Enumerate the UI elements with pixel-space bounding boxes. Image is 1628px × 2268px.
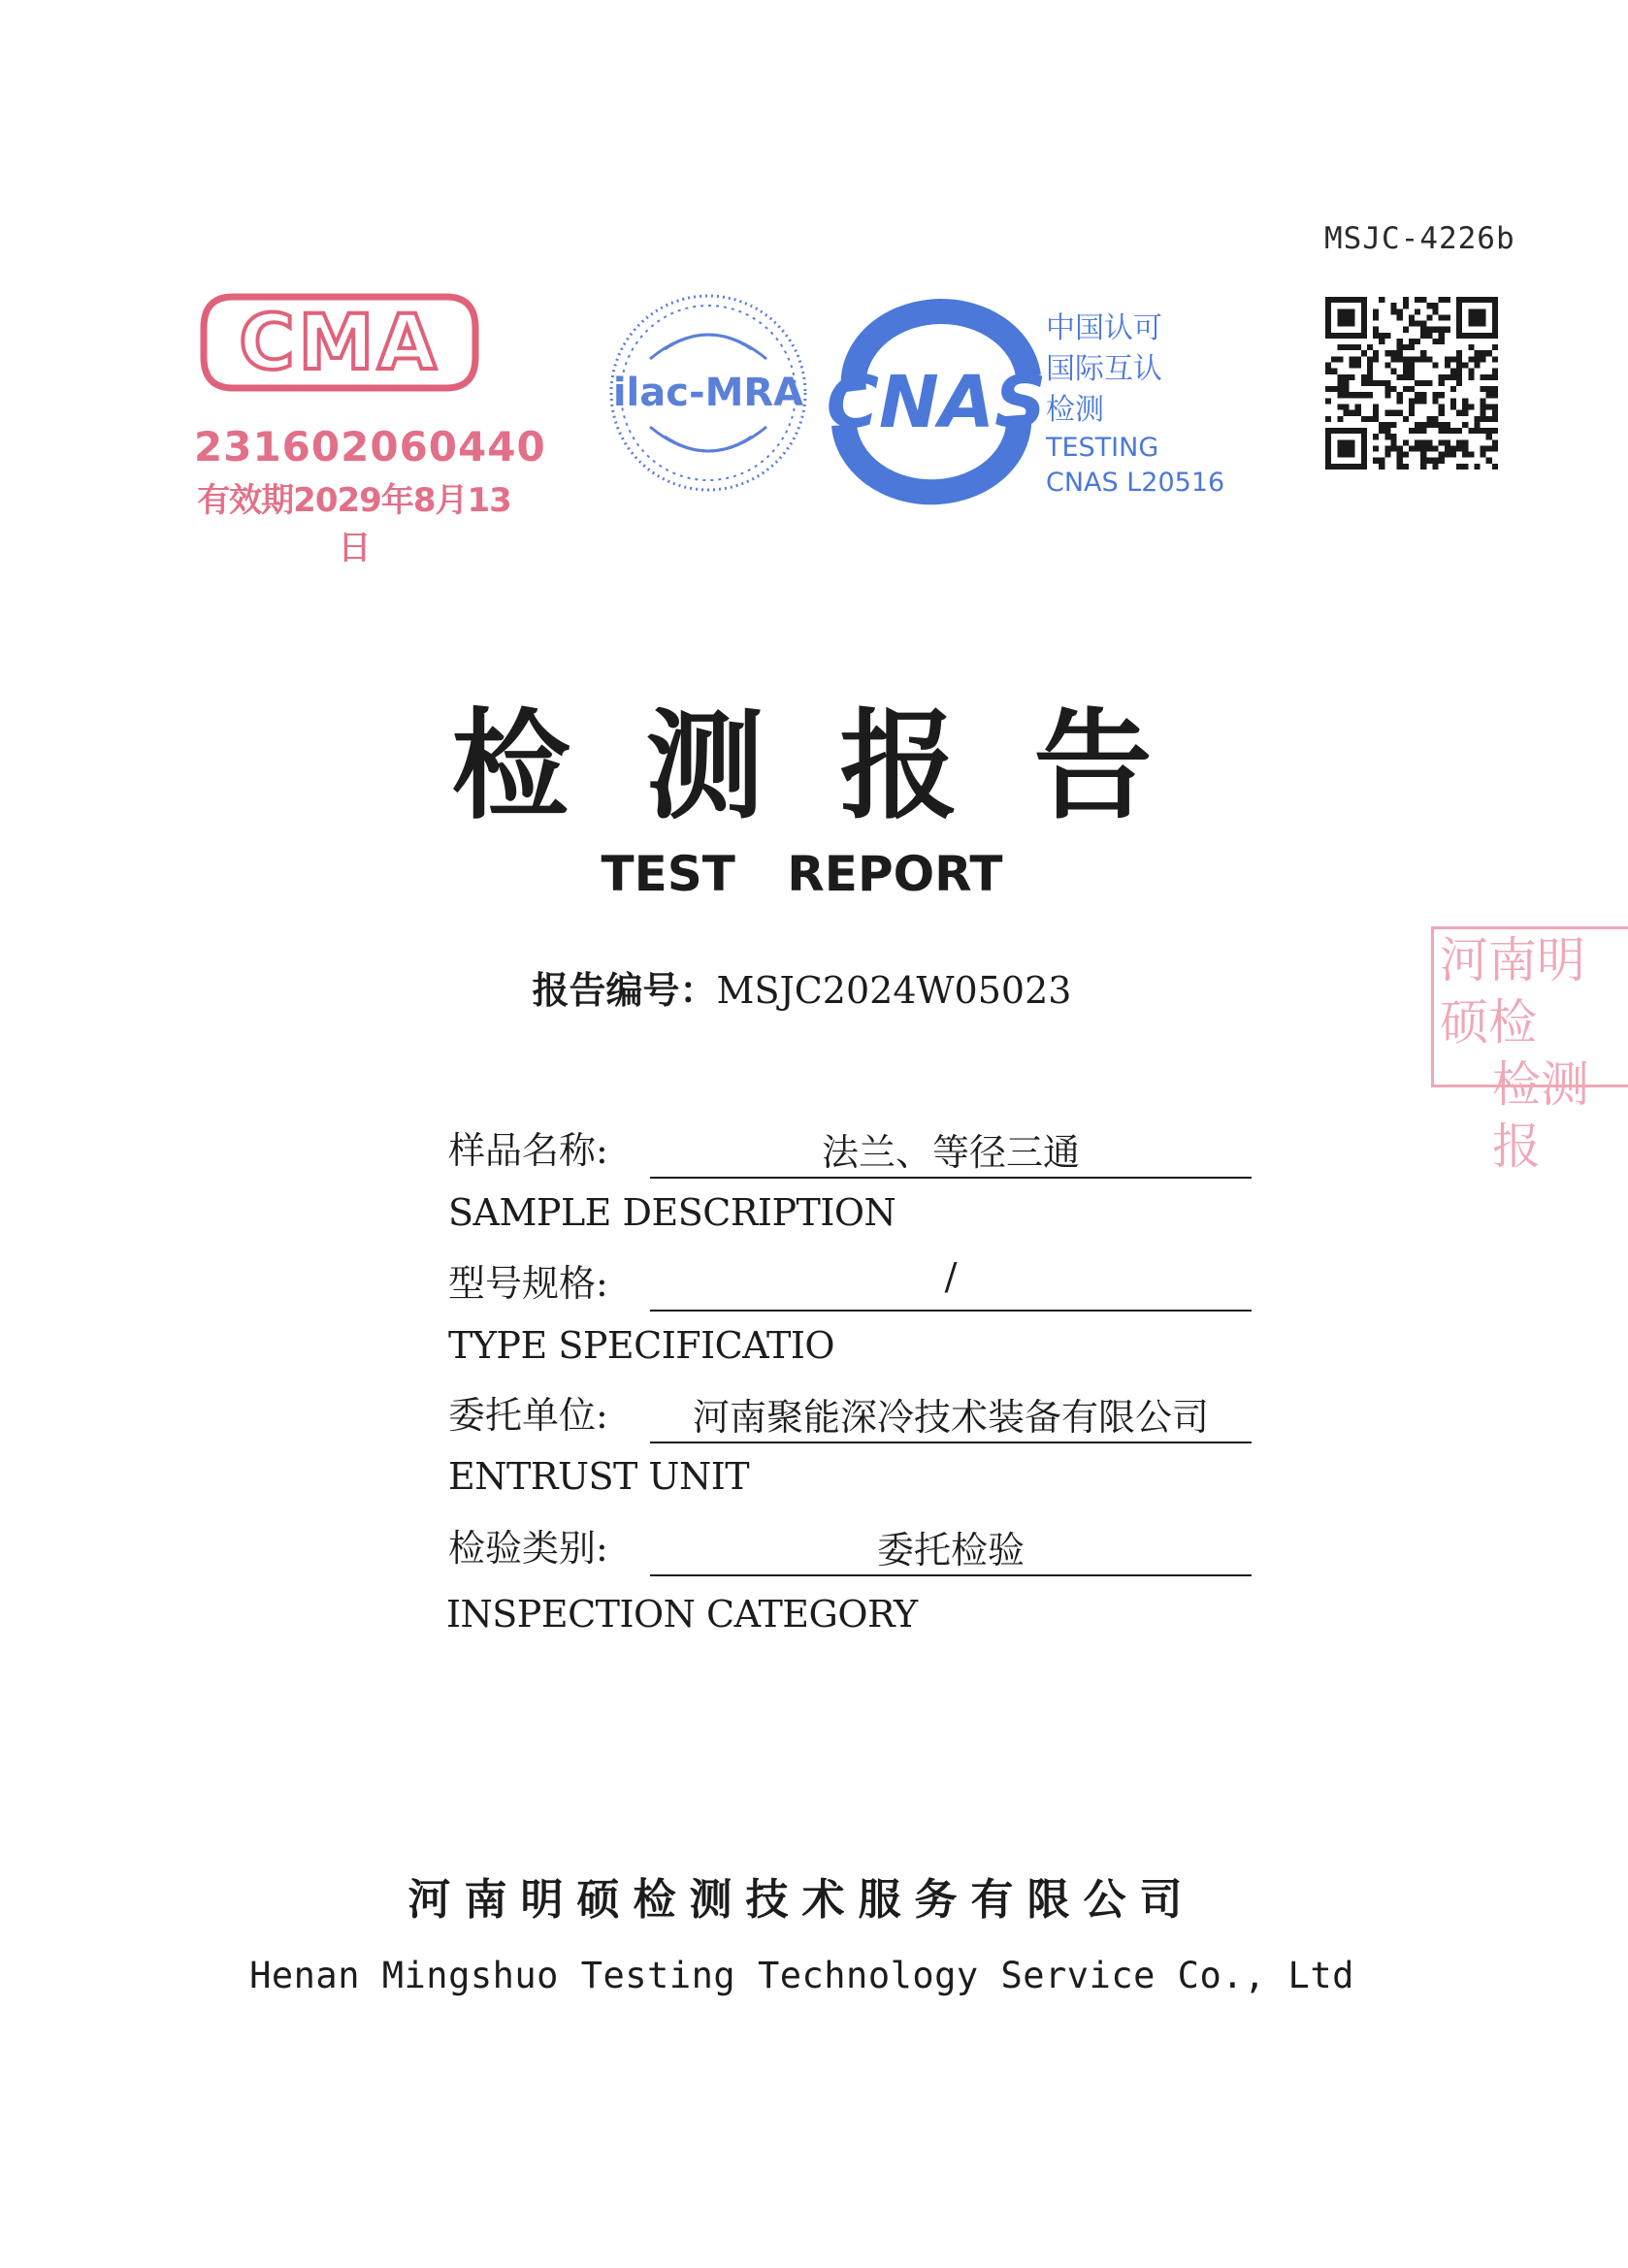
sample-name-value: 法兰、等径三通 <box>821 1131 1080 1174</box>
title-english: TEST REPORT <box>601 846 1003 902</box>
title-chinese: 检测报告 <box>451 696 1228 835</box>
company-name-chinese: 河南明硕检测技术服务有限公司 <box>407 1875 1196 1925</box>
cma-seal <box>194 289 546 567</box>
cnas-line-3: 检测 <box>1046 393 1104 427</box>
cma-cert-number: 231602060440 <box>194 423 546 470</box>
company-name-english: Henan Mingshuo Testing Technology Service Co., Ltd <box>249 1955 1354 1996</box>
inspection-category-en-label: INSPECTION CATEGORY <box>446 1593 918 1636</box>
cma-valid-date: 有效期2029年8月13日 <box>197 481 511 567</box>
cnas-line-2: 国际互认 <box>1046 352 1162 386</box>
entrust-unit-label: 委托单位: <box>448 1394 608 1437</box>
type-specification-label: TYPE SPECIFICATIO <box>448 1324 835 1367</box>
document-code: MSJC-4226b <box>1324 221 1515 256</box>
ilac-mra-logo-icon <box>606 291 810 495</box>
sample-description-label: SAMPLE DESCRIPTION <box>448 1191 896 1234</box>
inspection-category-label: 检验类别: <box>448 1527 608 1570</box>
side-stamp-line-1: 河南明硕检 <box>1440 932 1585 1051</box>
cnas-line-4: TESTING <box>1046 433 1159 463</box>
type-spec-label: 型号规格: <box>448 1262 608 1305</box>
side-stamp <box>1431 926 1628 1175</box>
sample-name-underline <box>650 1177 1252 1179</box>
type-spec-underline <box>650 1310 1252 1312</box>
cma-logo-icon <box>194 289 485 396</box>
cnas-accreditation-text <box>1046 308 1224 501</box>
qr-code-icon[interactable] <box>1325 297 1498 470</box>
entrust-unit-en-label: ENTRUST UNIT <box>448 1455 750 1498</box>
ilac-text: ilac-MRA <box>612 371 804 415</box>
cnas-text: CNAS <box>826 361 1047 444</box>
svg-text:CMA: CMA <box>239 300 440 387</box>
cnas-logo-icon <box>825 308 1048 493</box>
type-spec-value: / <box>944 1255 958 1298</box>
entrust-unit-underline <box>650 1442 1252 1443</box>
sample-name-label: 样品名称: <box>448 1129 608 1172</box>
report-number-value: MSJC2024W05023 <box>716 969 1072 1012</box>
inspection-category-underline <box>650 1574 1252 1576</box>
cnas-line-1: 中国认可 <box>1046 311 1162 345</box>
side-stamp-line-2: 检测报 <box>1492 1056 1589 1175</box>
report-number <box>0 960 1604 1014</box>
entrust-unit-value: 河南聚能深冷技术装备有限公司 <box>692 1396 1209 1439</box>
report-number-label: 报告编号： <box>532 969 717 1012</box>
inspection-category-value: 委托检验 <box>876 1529 1025 1571</box>
cnas-line-5: CNAS L20516 <box>1046 468 1225 498</box>
